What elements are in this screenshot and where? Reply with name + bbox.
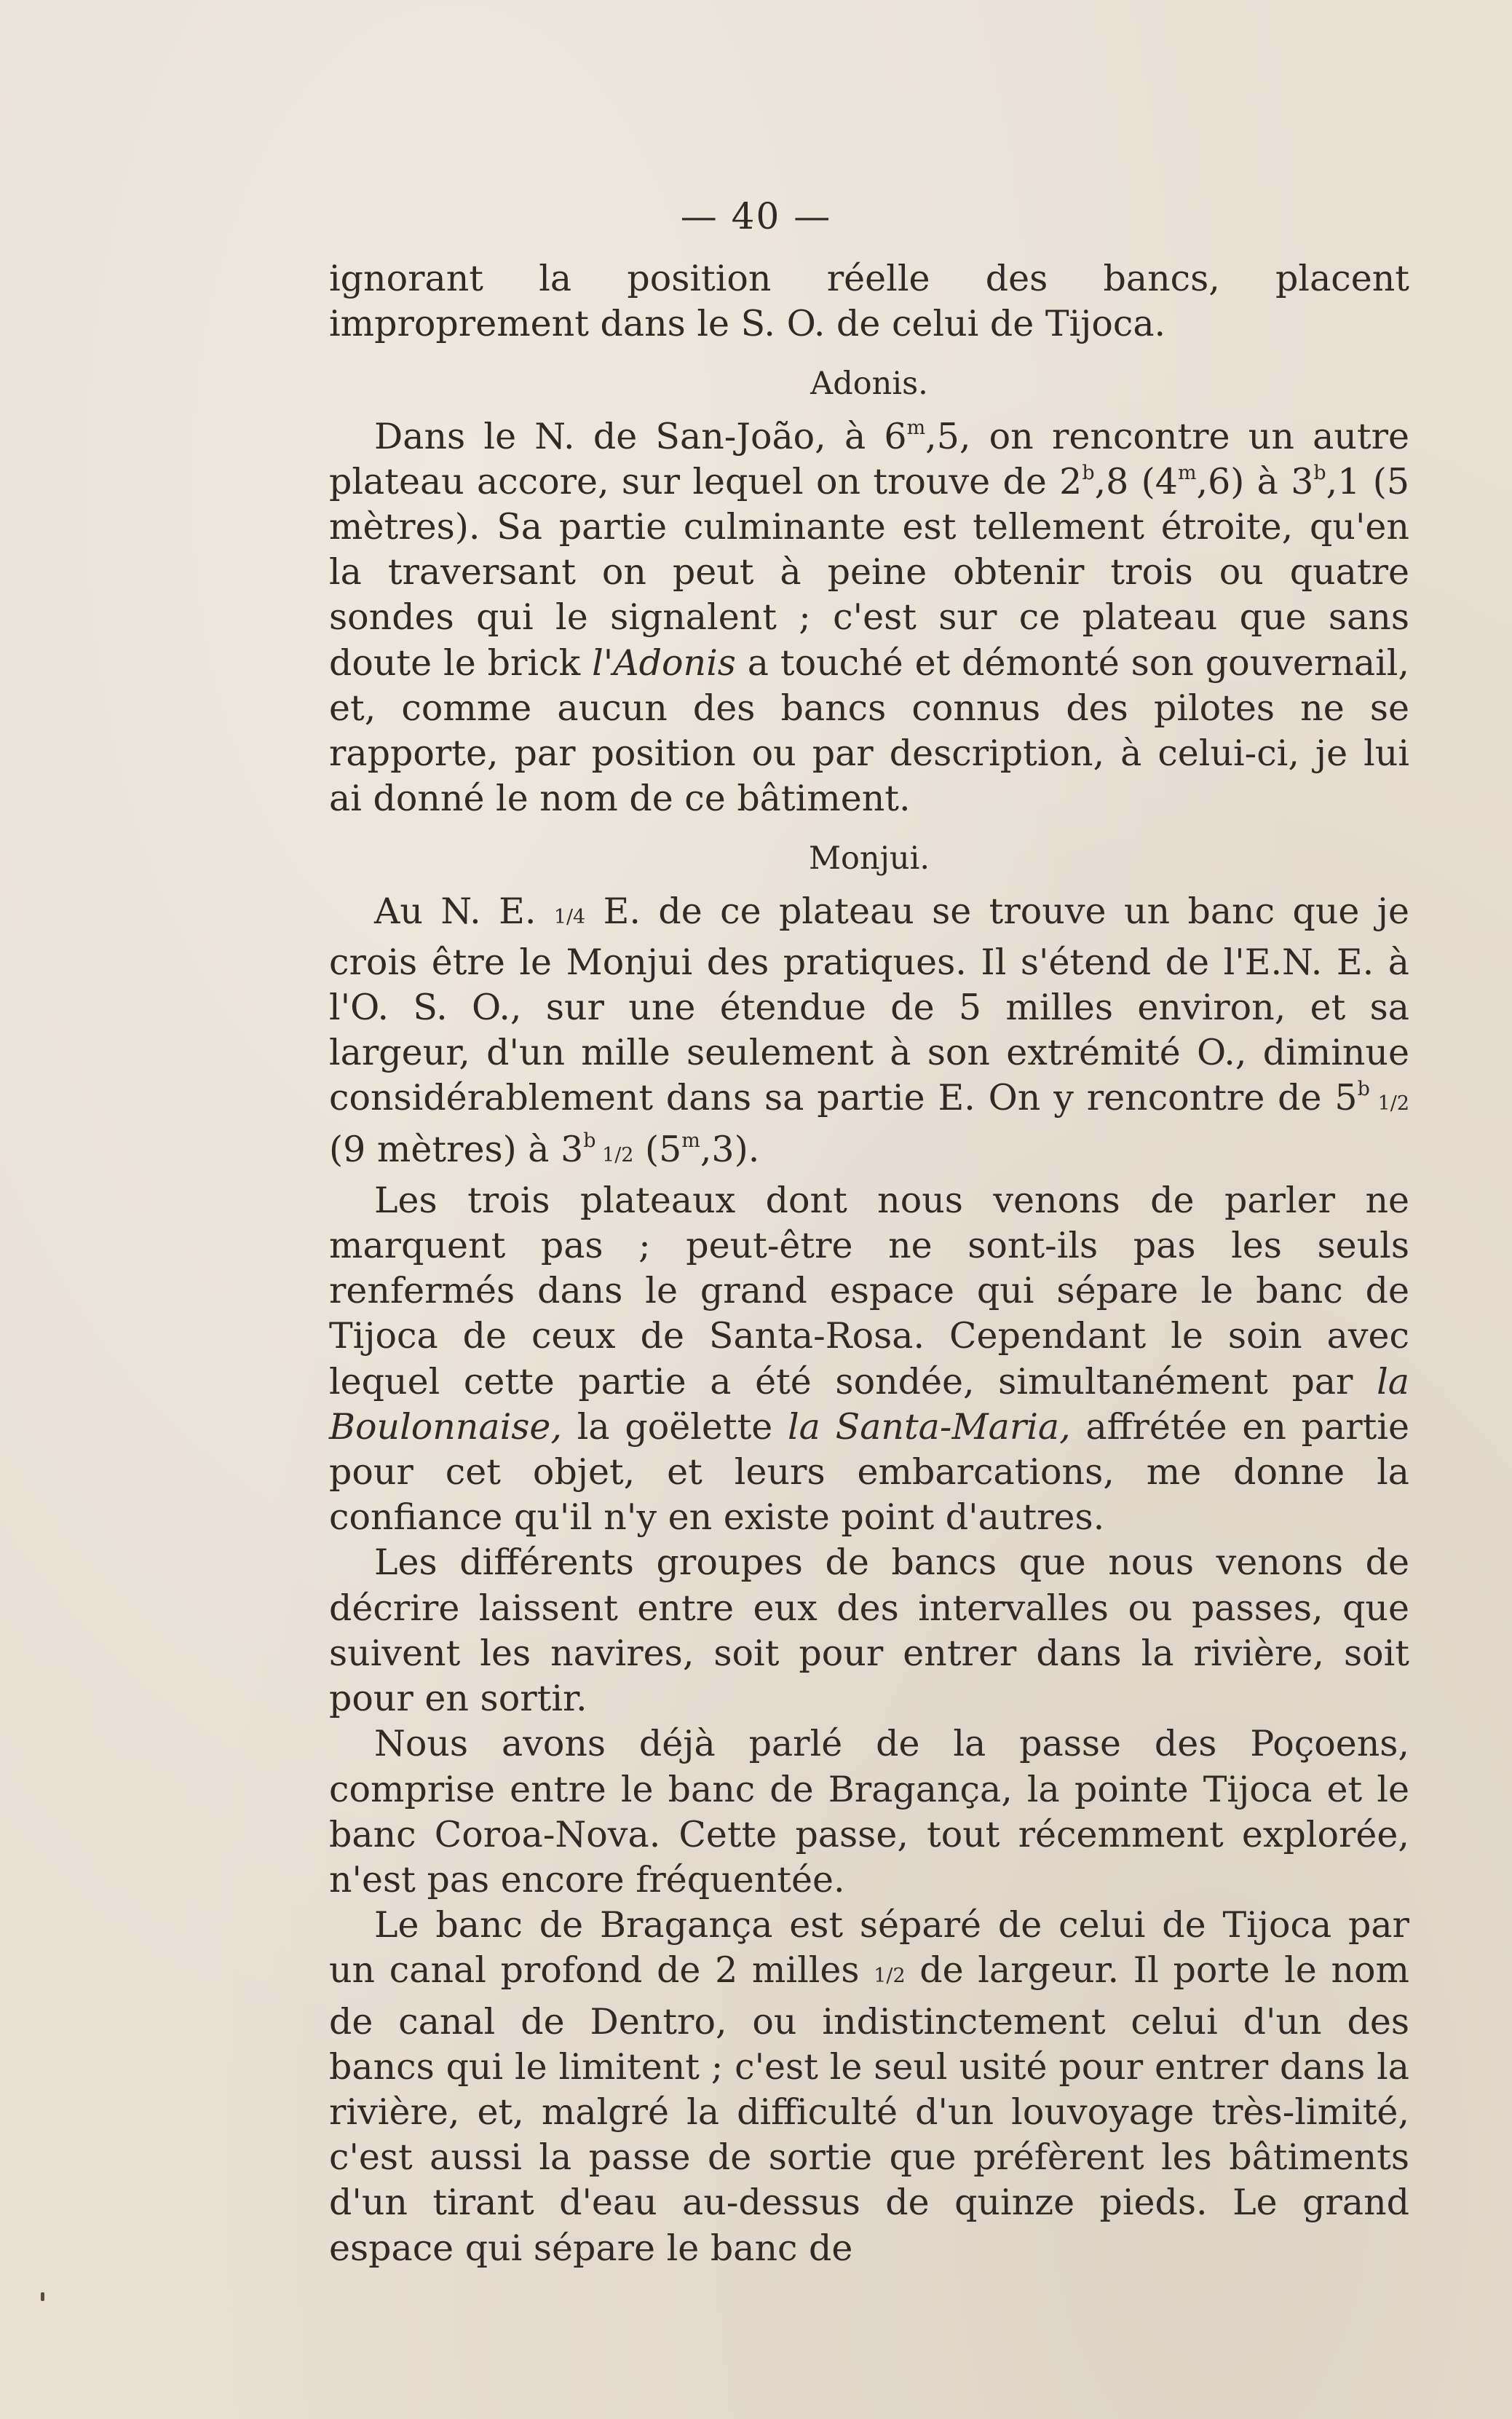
heading-monjui: Monjui. [808, 840, 930, 877]
paragraph-plateaux: Les trois plateaux dont nous venons de parler ne marquent pas ; peut-être ne sont-ils pas les seuls renfermés dans le grand espace qui sépare le banc de Tijoca de ceux de Santa-Rosa. Cependant le soin avec lequel cette partie a été sondée, simultanément par la Boulonnaise, la goëlette la Santa-Maria, affrétée en partie pour cet objet, et leurs embarcations, me donne la confiance qu'il n'y en existe point d'autres. [329, 1179, 1410, 1539]
ship-name-boulonnaise: la Boulonnaise, [329, 1360, 1409, 1448]
ship-name-adonis: l'Adonis [592, 642, 736, 684]
paragraph-braganca: Le banc de Bragança est séparé de celui de Tijoca par un canal profond de 2 milles 1/2 de largeur. Il porte le nom de canal de Dentro, ou indistinctement celui d'un des bancs qui le limitent ; c'est le seul usité pour entrer dans la rivière, et, malgré la difficulté d'un louvoyage très-limité, c'est aussi la passe de sortie que préfèrent les bâtiments d'un tirant d'eau au-dessus de quinze pieds. Le grand espace qui sépare le banc de [329, 1904, 1409, 2269]
paragraph-groupes: Les différents groupes de bancs que nous venons de décrire laissent entre eux des intervalles ou passes, que suivent les navires, soit pour entrer dans la rivière, soit pour en sortir. [329, 1542, 1409, 1720]
ink-speck [41, 2292, 44, 2301]
heading-adonis: Adonis. [810, 366, 928, 403]
paragraph-intro: ignorant la position réelle des bancs, placent improprement dans le S. O. de celui de Tijoca. [329, 258, 1409, 345]
paragraph-adonis: Dans le N. de San-João, à 6$^m$,5, on rencontre un autre plateau accore, sur lequel on trouve de 2$^b$,8 (4$^m$,6) à 3$^b$,1 (5 mètres). Sa partie culminante est tellement étroite, qu'en la traversant on peut à peine obtenir trois ou quatre sondes qui le signalent ; c'est sur ce plateau que sans doute le brick l'Adonis a touché et démonté son gouvernail, et, comme aucun des bancs connus des pilotes ne se rapporte, par position ou par description, à celui-ci, je lui ai donné le nom de ce bâtiment. [329, 415, 1409, 820]
page-number: — 40 — [680, 195, 832, 237]
paragraph-pocoens: Nous avons déjà parlé de la passe des Poçoens, comprise entre le banc de Bragança, la pointe Tijoca et le banc Coroa-Nova. Cette passe, tout récemment explorée, n'est pas encore fréquentée. [329, 1723, 1409, 1901]
paragraph-monjui: Au N. E. 1/4 E. de ce plateau se trouve un banc que je crois être le Monjui des pratiques. Il s'étend de l'E.N. E. à l'O. S. O., sur une étendue de 5 milles environ, et sa largeur, d'un mille seulement à son extrémité O., diminue considérablement dans sa partie E. On y rencontre de 5$^b$ 1/2 (9 mètres) à 3$^b$ 1/2 (5$^m$,3). [329, 890, 1409, 1170]
body-text [329, 256, 1409, 2271]
ship-name-santa-maria: la Santa-Maria, [788, 1405, 1071, 1448]
